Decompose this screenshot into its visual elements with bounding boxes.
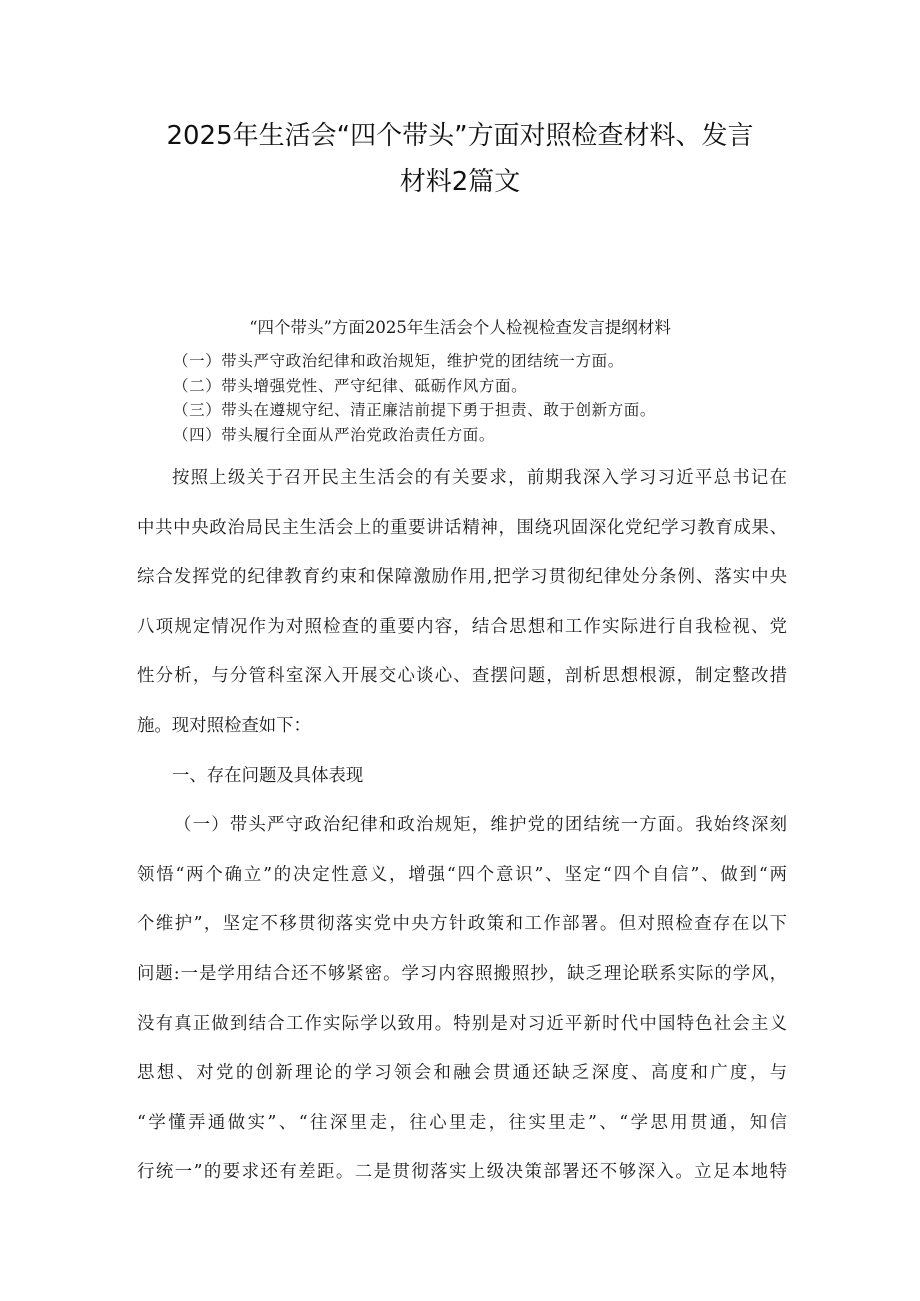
outline-item: （二）带头增强党性、严守纪律、砥砺作风方面。: [173, 376, 528, 395]
body-line: 施。现对照检查如下：: [137, 715, 311, 736]
section-heading: 一、存在问题及具体表现: [172, 765, 364, 786]
title-line: 2025年生活会“四个带头”方面对照检查材料、发言: [166, 121, 754, 151]
outline-item: （一）带头严守政治纪律和政治规矩，维护党的团结统一方面。: [173, 352, 624, 370]
outline-list: [173, 349, 656, 447]
body-line: 行统一”的要求还有差距。二是贯彻落实上级决策部署还不够深入。立足本地特: [137, 1162, 787, 1183]
body-line: 没有真正做到结合工作实际学以致用。特别是对习近平新时代中国特色社会主义: [137, 1013, 787, 1034]
outline-item: （四）带头履行全面从严治党政治责任方面。: [173, 425, 496, 444]
document-title: [120, 113, 800, 205]
body-line: 问题:一是学用结合还不够紧密。学习内容照搬照抄，缺乏理论联系实际的学风，: [137, 963, 787, 984]
body-line: 思想、对党的创新理论的学习领会和融会贯通还缺乏深度、高度和广度，与: [137, 1063, 787, 1084]
body-text: [137, 458, 787, 1202]
body-line: 按照上级关于召开民主生活会的有关要求，前期我深入学习习近平总书记在: [172, 468, 787, 488]
body-line: （一）带头严守政治纪律和政治规矩，维护党的团结统一方面。我始终深刻: [174, 815, 787, 836]
body-line: 领悟“两个确立”的决定性意义，增强“四个意识”、坚定“四个自信”、做到“两: [137, 864, 787, 885]
body-line: 个维护”，坚定不移贯彻落实党中央方针政策和工作部署。但对照检查存在以下: [137, 914, 787, 935]
title-line: 材料2篇文: [399, 167, 521, 197]
outline-item: （三）带头在遵规守纪、清正廉洁前提下勇于担责、敢于创新方面。: [173, 401, 657, 419]
body-line: 中共中央政治局民主生活会上的重要讲话精神，围绕巩固深化党纪学习教育成果、: [137, 517, 787, 538]
body-line: 综合发挥党的纪律教育约束和保障激励作用,把学习贯彻纪律处分条例、落实中央: [137, 567, 787, 588]
section-subtitle: “四个带头”方面2025年生活会个人检视检查发言提纲材料: [249, 318, 671, 337]
body-line: 八项规定情况作为对照检查的重要内容，结合思想和工作实际进行自我检视、党: [137, 616, 787, 637]
body-line: “学懂弄通做实”、“往深里走，往心里走，往实里走”、“学思用贯通，知信: [137, 1112, 787, 1133]
body-line: 性分析，与分管科室深入开展交心谈心、查摆问题，剖析思想根源，制定整改措: [137, 666, 787, 687]
